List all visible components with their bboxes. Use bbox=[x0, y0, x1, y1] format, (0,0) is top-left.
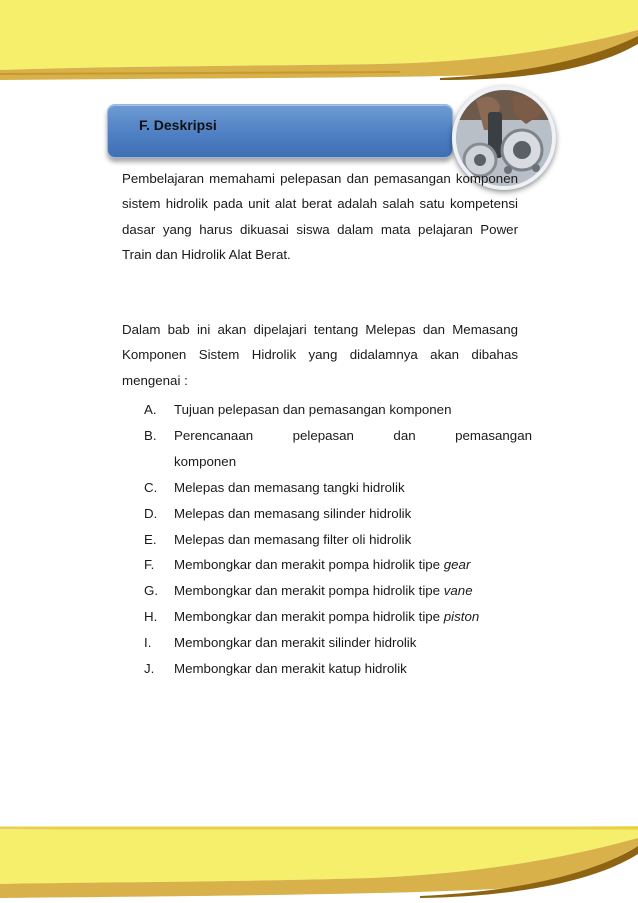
chapter-scope-paragraph: Dalam bab ini akan dipelajari tentang Melepas dan Memasang Komponen Sistem Hidrolik yang didalamnya akan dibahas mengenai : bbox=[122, 322, 518, 388]
list-item-letter: G. bbox=[144, 583, 159, 599]
list-item-text: komponen bbox=[174, 453, 237, 469]
list-item-text: Melepas dan memasang silinder hidrolik bbox=[174, 505, 412, 521]
list-item-letter bbox=[144, 449, 174, 475]
list-item bbox=[144, 527, 532, 553]
topic-list bbox=[144, 397, 532, 682]
list-item bbox=[144, 656, 532, 682]
list-item bbox=[144, 578, 532, 604]
section-header-bar bbox=[107, 104, 453, 158]
list-item-main-text: Membongkar dan merakit pompa hidrolik tipe bbox=[174, 609, 444, 625]
list-item bbox=[144, 423, 532, 449]
list-item-text: Melepas dan memasang filter oli hidrolik bbox=[174, 531, 412, 547]
list-item-continuation bbox=[144, 449, 532, 475]
list-item-text bbox=[174, 552, 532, 578]
list-item-letter: D. bbox=[144, 505, 158, 521]
list-item-text: Membongkar dan merakit silinder hidrolik bbox=[174, 635, 417, 651]
list-item-letter: J. bbox=[144, 661, 155, 677]
intro-paragraph: Pembelajaran memahami pelepasan dan pemasangan komponen sistem hidrolik pada unit alat berat adalah salah satu kompetensi dasar yang harus dikuasai siswa dalam mata pelajaran Power Train dan Hidrolik Alat Berat. bbox=[122, 171, 518, 262]
list-item-letter: H. bbox=[144, 609, 158, 625]
list-item-letter: E. bbox=[144, 531, 157, 547]
list-item-letter: B. bbox=[144, 427, 157, 443]
list-item-text: Membongkar dan merakit katup hidrolik bbox=[174, 661, 407, 677]
list-item bbox=[144, 501, 532, 527]
list-item-text: Tujuan pelepasan dan pemasangan komponen bbox=[174, 402, 452, 417]
list-item bbox=[144, 552, 532, 578]
list-item-emphasis: piston bbox=[443, 609, 480, 625]
list-item bbox=[144, 475, 532, 501]
list-item bbox=[144, 397, 532, 423]
section-title: F. Deskripsi bbox=[139, 117, 217, 133]
top-decorative-band bbox=[0, 0, 638, 82]
list-item-text bbox=[174, 578, 532, 604]
list-item-text: Perencanaan pelepasan dan pemasangan bbox=[174, 427, 532, 443]
list-item bbox=[144, 630, 532, 656]
list-item-letter: A. bbox=[144, 402, 157, 417]
list-item-emphasis: vane bbox=[443, 583, 473, 599]
list-item bbox=[144, 604, 532, 630]
list-item-text: Melepas dan memasang tangki hidrolik bbox=[174, 479, 405, 495]
list-item-letter: C. bbox=[144, 479, 158, 495]
list-item-letter: F. bbox=[144, 557, 155, 573]
list-item-main-text: Membongkar dan merakit pompa hidrolik tipe bbox=[174, 557, 444, 573]
list-item-text bbox=[174, 604, 532, 630]
bottom-decorative-band bbox=[0, 826, 638, 903]
list-item-emphasis: gear bbox=[443, 557, 471, 573]
list-item-letter: I. bbox=[144, 635, 152, 651]
list-item-main-text: Membongkar dan merakit pompa hidrolik tipe bbox=[174, 583, 444, 599]
